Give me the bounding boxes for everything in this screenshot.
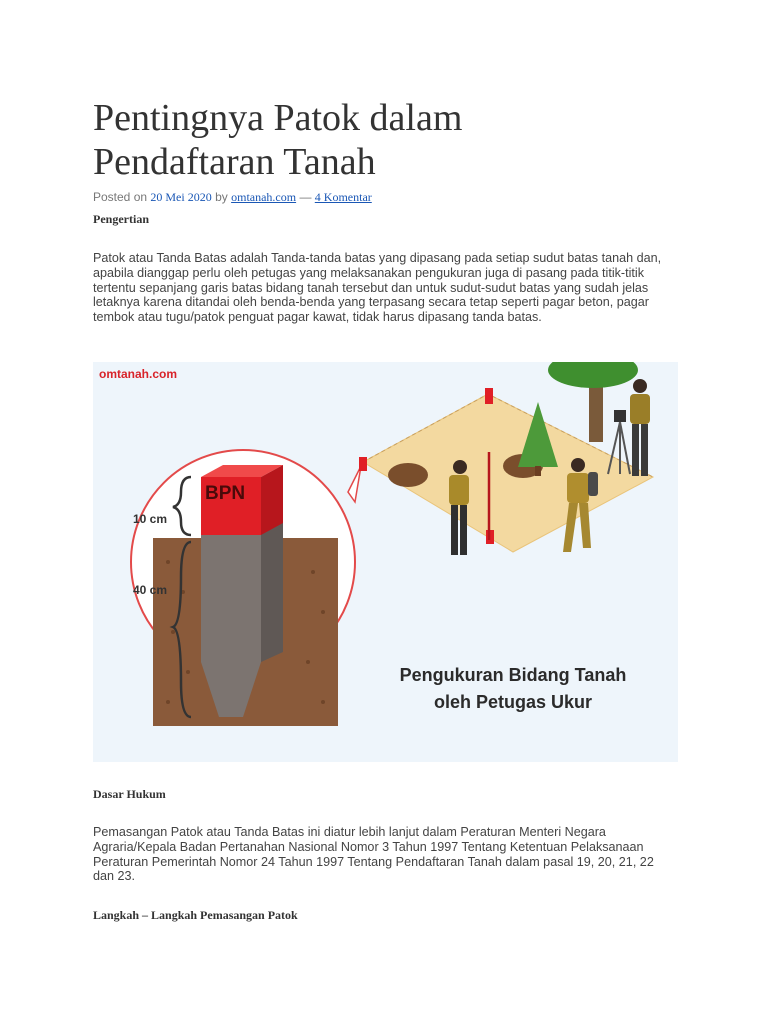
dirt-mound-1 [388,463,428,487]
figure-brand-text: omtanah.com [99,367,178,381]
title-line-1: Pentingnya Patok dalam [93,97,463,139]
post-meta [93,190,372,205]
label-10cm: 10 cm [133,512,168,526]
big-tree-canopy [548,362,638,388]
comments-link[interactable]: 4 Komentar [314,190,372,204]
posted-on-label: Posted on [93,190,148,204]
section-heading-pengertian: Pengertian [93,212,149,226]
label-40cm: 40 cm [133,583,168,597]
section-heading-langkah: Langkah – Langkah Pemasangan Patok [93,908,298,922]
post-date-link[interactable]: 20 Mei 2020 [150,190,212,204]
title-line-2: Pendaftaran Tanah [93,141,376,183]
by-label: by [215,190,228,204]
bubble-tail [348,466,361,502]
theodolite [614,410,626,422]
surveyor-3 [630,379,650,476]
marker-side-face [261,465,283,535]
corner-stake-left [359,457,367,471]
author-link[interactable]: omtanah.com [231,190,297,204]
bpn-marker-label: BPN [205,483,246,504]
caption-line-2: oleh Petugas Ukur [433,692,593,712]
illustration-figure [93,362,678,762]
concrete-post-side [261,522,283,662]
section-para-pengertian: Patok atau Tanda Batas adalah Tanda-tanda batas yang dipasang pada setiap sudut batas tanah dan, apabila dianggap perlu oleh petugas yang melaksanakan pengukuran juga di pasang pada titik-titik tertentu sepanjang garis batas bidang tanah tersebut dan untuk sudut-sudut batas yang sudah jelas letaknya karena ditandai oleh benda-benda yang terpasang secara tetap seperti pagar beton, pagar tembok atau tugu/patok penguat pagar kawat, tidak harus dipasang tanda batas. [93,251,662,325]
section-para-dasar-hukum: Pemasangan Patok atau Tanda Batas ini diatur lebih lanjut dalam Peraturan Menteri Negara Agraria/Kepala Badan Pertanahan Nasional Nomor 3 Tahun 1997 Tentang Ketentuan Pelaksanaan Peraturan Pemerintah Nomor 24 Tahun 1997 Tentang Pendaftaran Tanah dalam pasal 19, 20, 21, 22 dan 23. [93,825,654,884]
section-heading-dasar-hukum: Dasar Hukum [93,787,166,801]
meta-separator: — [299,190,312,204]
caption-line-1: Pengukuran Bidang Tanah [399,665,627,685]
figure-caption [363,662,663,716]
big-tree-trunk [589,382,603,442]
article-title [93,96,678,184]
pine-trunk [535,466,541,476]
corner-stake-top [485,388,493,404]
